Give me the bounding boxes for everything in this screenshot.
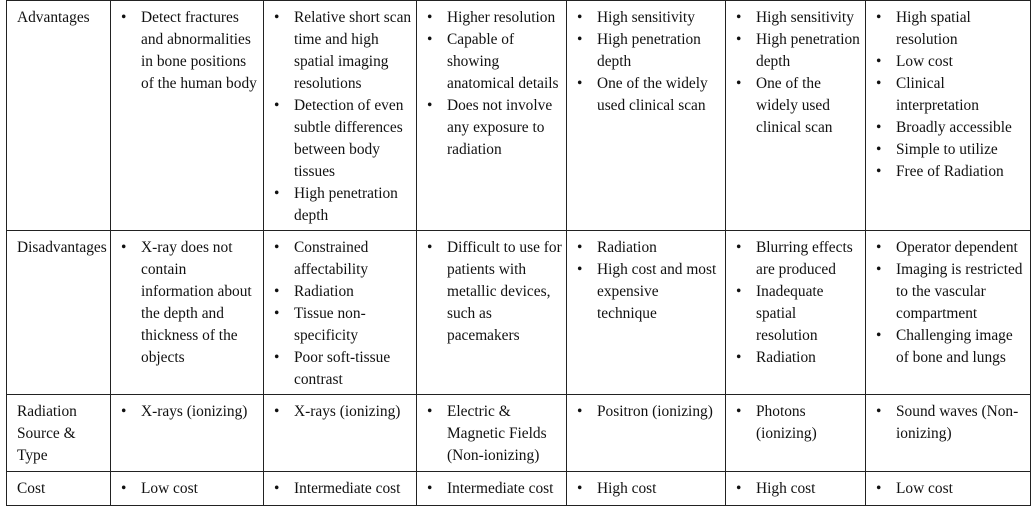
bullet-list <box>427 7 562 161</box>
table-cell <box>264 472 417 506</box>
table-cell <box>417 1 567 231</box>
bullet-item: • Photons (ionizing) <box>736 401 861 445</box>
table-cell <box>726 231 866 395</box>
table-cell <box>111 1 264 231</box>
bullet-item: • High cost <box>736 478 861 500</box>
table-cell <box>264 1 417 231</box>
bullet-item: • Imaging is restricted to the vascular compartment <box>876 259 1026 325</box>
bullet-item: • Radiation <box>736 347 861 369</box>
bullet-item: • High sensitivity <box>577 7 721 29</box>
bullet-item: • Low cost <box>121 478 259 500</box>
bullet-list <box>274 7 412 227</box>
bullet-item: • Constrained affectability <box>274 237 412 281</box>
bullet-list <box>274 401 412 423</box>
table-cell <box>567 472 726 506</box>
table-row-cost <box>7 472 1031 506</box>
table-cell <box>866 472 1031 506</box>
row-header: Disadvantages <box>7 231 111 395</box>
bullet-list <box>736 237 861 369</box>
table-cell <box>866 395 1031 472</box>
table-cell <box>111 231 264 395</box>
table-row-disadvantages <box>7 231 1031 395</box>
bullet-list <box>121 237 259 369</box>
bullet-list <box>736 401 861 445</box>
bullet-item: • Does not involve any exposure to radiation <box>427 95 562 161</box>
row-header: Advantages <box>7 1 111 231</box>
bullet-item: • High sensitivity <box>736 7 861 29</box>
bullet-list <box>274 478 412 500</box>
table-cell <box>264 231 417 395</box>
bullet-list <box>121 401 259 423</box>
bullet-list <box>274 237 412 391</box>
bullet-item: • Radiation <box>577 237 721 259</box>
bullet-item: • Tissue non-specificity <box>274 303 412 347</box>
bullet-item: • Blurring effects are produced <box>736 237 861 281</box>
bullet-item: • Clinical interpretation <box>876 73 1026 117</box>
bullet-list <box>121 478 259 500</box>
bullet-item: • Intermediate cost <box>274 478 412 500</box>
bullet-item: • Broadly accessible <box>876 117 1026 139</box>
bullet-item: • Low cost <box>876 478 1026 500</box>
bullet-list <box>876 237 1026 369</box>
bullet-list <box>427 237 562 347</box>
bullet-list <box>736 478 861 500</box>
table-cell <box>726 395 866 472</box>
bullet-item: • High cost and most expensive technique <box>577 259 721 325</box>
table-cell <box>417 231 567 395</box>
table-cell <box>866 1 1031 231</box>
bullet-item: • High cost <box>577 478 721 500</box>
bullet-item: • Free of Radiation <box>876 161 1026 183</box>
bullet-item: • Simple to utilize <box>876 139 1026 161</box>
bullet-item: • Capable of showing anatomical details <box>427 29 562 95</box>
bullet-item: • Intermediate cost <box>427 478 562 500</box>
bullet-list <box>876 401 1026 445</box>
bullet-item: • High penetration depth <box>577 29 721 73</box>
bullet-item: • One of the widely used clinical scan <box>736 73 861 139</box>
bullet-list <box>427 401 562 467</box>
bullet-item: • Relative short scan time and high spatial imaging resolutions <box>274 7 412 95</box>
bullet-item: • Detect fractures and abnormalities in bone positions of the human body <box>121 7 259 95</box>
bullet-list <box>121 7 259 95</box>
table-body <box>7 1 1031 506</box>
table-cell <box>417 395 567 472</box>
bullet-item: • One of the widely used clinical scan <box>577 73 721 117</box>
bullet-list <box>876 478 1026 500</box>
bullet-item: • Challenging image of bone and lungs <box>876 325 1026 369</box>
bullet-item: • High spatial resolution <box>876 7 1026 51</box>
bullet-list <box>577 7 721 117</box>
bullet-item: • Higher resolution <box>427 7 562 29</box>
bullet-item: • Inadequate spatial resolution <box>736 281 861 347</box>
bullet-item: • X-rays (ionizing) <box>274 401 412 423</box>
bullet-item: • Electric & Magnetic Fields (Non-ionizing) <box>427 401 562 467</box>
table-cell <box>567 395 726 472</box>
bullet-item: • High penetration depth <box>274 183 412 227</box>
row-header: Radiation Source & Type <box>7 395 111 472</box>
bullet-list <box>736 7 861 139</box>
bullet-list <box>577 478 721 500</box>
bullet-item: • Sound waves (Non-ionizing) <box>876 401 1026 445</box>
bullet-item: • Positron (ionizing) <box>577 401 721 423</box>
bullet-item: • Radiation <box>274 281 412 303</box>
bullet-item: • X-ray does not contain information about the depth and thickness of the objects <box>121 237 259 369</box>
table-cell <box>567 231 726 395</box>
bullet-item: • Poor soft-tissue contrast <box>274 347 412 391</box>
table-cell <box>111 472 264 506</box>
imaging-comparison-table <box>6 0 1031 506</box>
bullet-list <box>427 478 562 500</box>
row-header: Cost <box>7 472 111 506</box>
bullet-list <box>577 401 721 423</box>
table-row-advantages <box>7 1 1031 231</box>
bullet-item: • Low cost <box>876 51 1026 73</box>
bullet-item: • Difficult to use for patients with metallic devices, such as pacemakers <box>427 237 562 347</box>
table-row-radiation-source <box>7 395 1031 472</box>
table-cell <box>866 231 1031 395</box>
table-cell <box>111 395 264 472</box>
table-cell <box>264 395 417 472</box>
bullet-item: • Operator dependent <box>876 237 1026 259</box>
bullet-item: • X-rays (ionizing) <box>121 401 259 423</box>
bullet-list <box>876 7 1026 183</box>
table-cell <box>417 472 567 506</box>
bullet-item: • High penetration depth <box>736 29 861 73</box>
bullet-item: • Detection of even subtle differences between body tissues <box>274 95 412 183</box>
table-cell <box>726 472 866 506</box>
bullet-list <box>577 237 721 325</box>
table-cell <box>567 1 726 231</box>
table-cell <box>726 1 866 231</box>
